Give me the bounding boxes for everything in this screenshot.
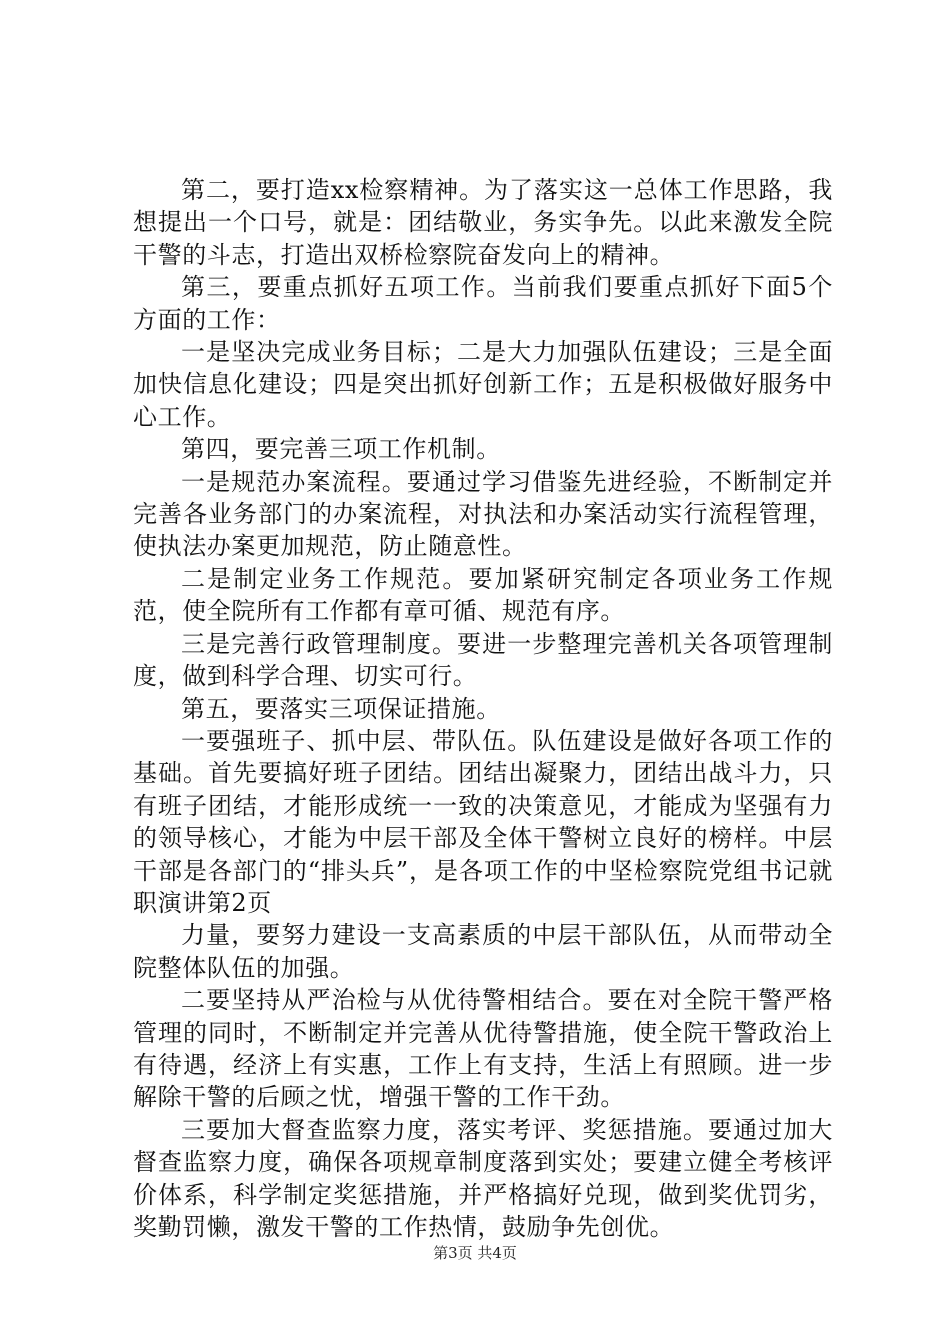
paragraph: 三是完善行政管理制度。要进一步整理完善机关各项管理制度，做到科学合理、切实可行。	[133, 629, 833, 691]
paragraph: 一要强班子、抓中层、带队伍。队伍建设是做好各项工作的基础。首先要搞好班子团结。团结出凝聚力，团结出战斗力，只有班子团结，才能形成统一一致的决策意见，才能成为坚强有力的领导核心，才能为中层干部及全体干警树立良好的榜样。中层干部是各部门的“排头兵”，是各项工作的中坚检察院党组书记就职演讲第2页	[133, 726, 833, 917]
paragraph: 第三，要重点抓好五项工作。当前我们要重点抓好下面5个方面的工作：	[133, 273, 833, 334]
paragraph: 一是坚决完成业务目标；二是大力加强队伍建设；三是全面加快信息化建设；四是突出抓好创新工作；五是积极做好服务中心工作。	[133, 338, 833, 431]
paragraph: 二要坚持从严治检与从优待警相结合。要在对全院干警严格管理的同时，不断制定并完善从优待警措施，使全院干警政治上有待遇，经济上有实惠，工作上有支持，生活上有照顾。进一步解除干警的后顾之忧，增强干警的工作干劲。	[133, 986, 833, 1112]
paragraph: 第二，要打造xx检察精神。为了落实这一总体工作思路，我想提出一个口号，就是：团结敬业，务实争先。以此来激发全院干警的斗志，打造出双桥检察院奋发向上的精神。	[133, 176, 833, 269]
document-body	[133, 174, 833, 1243]
paragraph: 力量，要努力建设一支高素质的中层干部队伍，从而带动全院整体队伍的加强。	[133, 921, 833, 982]
paragraph: 二是制定业务工作规范。要加紧研究制定各项业务工作规范，使全院所有工作都有章可循、规范有序。	[133, 564, 833, 626]
paragraph: 一是规范办案流程。要通过学习借鉴先进经验，不断制定并完善各业务部门的办案流程，对执法和办案活动实行流程管理，使执法办案更加规范，防止随意性。	[133, 467, 833, 561]
paragraph: 第五，要落实三项保证措施。	[181, 694, 501, 723]
paragraph: 第四，要完善三项工作机制。	[181, 435, 501, 464]
page-number-footer: 第3页 共4页	[433, 1244, 517, 1262]
paragraph: 三要加大督查监察力度，落实考评、奖惩措施。要通过加大督查监察力度，确保各项规章制度落到实处；要建立健全考核评价体系，科学制定奖惩措施，并严格搞好兑现，做到奖优罚劣，奖勤罚懒，激发干警的工作热情，鼓励争先创优。	[133, 1115, 833, 1241]
